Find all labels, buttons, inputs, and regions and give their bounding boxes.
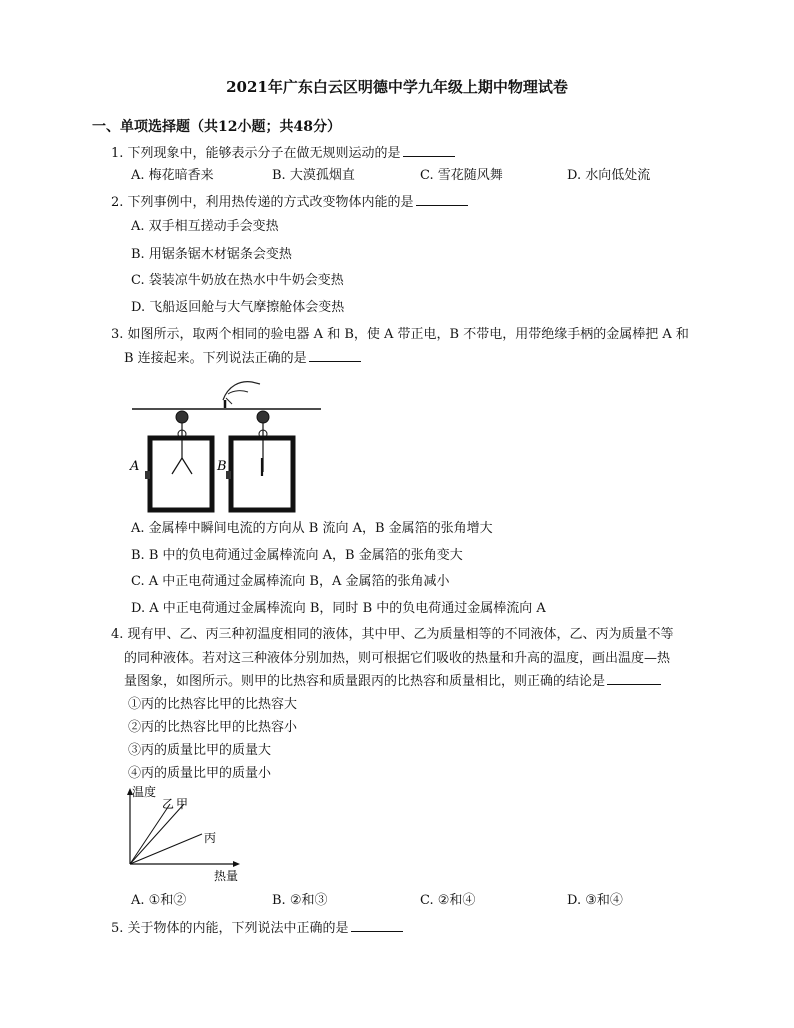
section-heading: 一、单项选择题（共12小题；共48分） xyxy=(92,119,341,135)
temperature-heat-graph xyxy=(118,784,248,884)
question-1-stem xyxy=(111,142,455,161)
answer-blank-3 xyxy=(309,349,361,362)
question-3-stem-line2 xyxy=(124,347,361,366)
graph-label-yi: 乙 xyxy=(162,797,175,811)
electroscope-a xyxy=(145,411,212,510)
q2-option-b: B. 用锯条锯木材锯条会变热 xyxy=(131,247,292,262)
question-4-stem-line1: 4. 现有甲、乙、丙三种初温度相同的液体，其中甲、乙为质量相等的不同液体，乙、丙为质量不等 xyxy=(111,627,674,642)
q4-option-a: A. ①和② xyxy=(131,893,187,908)
q1-option-a: A. 梅花暗香来 xyxy=(131,168,214,183)
question-4-stem-line3 xyxy=(124,670,661,689)
q2-option-a: A. 双手相互搓动手会变热 xyxy=(131,219,279,234)
answer-blank-2 xyxy=(416,193,468,206)
line-bing xyxy=(130,834,202,864)
q4-option-c: C. ②和④ xyxy=(420,893,476,908)
q4-option-b: B. ②和③ xyxy=(272,893,328,908)
answer-blank-1 xyxy=(403,144,455,157)
q4-option-d: D. ③和④ xyxy=(567,893,623,908)
question-3-stem-line1: 3. 如图所示，取两个相同的验电器 A 和 B，使 A 带正电，B 不带电，用带绝缘手柄的金属棒把 A 和 xyxy=(111,327,689,342)
q2-option-c: C. 袋装凉牛奶放在热水中牛奶会变热 xyxy=(131,273,344,288)
answer-blank-5 xyxy=(351,919,403,932)
question-1-text: 1. 下列现象中，能够表示分子在做无规则运动的是 xyxy=(111,146,401,161)
line-jia xyxy=(130,804,184,864)
q4-statement-3: ③丙的质量比甲的质量大 xyxy=(128,743,272,758)
question-4-text: 量图象，如图所示。则甲的比热容和质量跟丙的比热容和质量相比，则正确的结论是 xyxy=(124,674,606,689)
graph-label-bing: 丙 xyxy=(204,831,217,845)
question-2-stem xyxy=(111,191,468,210)
q1-option-b: B. 大漠孤烟直 xyxy=(272,168,355,183)
question-2-text: 2. 下列事例中，利用热传递的方式改变物体内能的是 xyxy=(111,195,414,210)
line-yi xyxy=(130,804,170,864)
question-4-stem-line2: 的同种液体。若对这三种液体分别加热，则可根据它们吸收的热量和升高的温度，画出温度—热 xyxy=(124,651,671,666)
label-a: A xyxy=(130,459,140,474)
q4-statement-1: ①丙的比热容比甲的比热容大 xyxy=(128,697,298,712)
answer-blank-4 xyxy=(607,672,661,685)
electroscope-b xyxy=(226,411,293,510)
page-title: 2021年广东白云区明德中学九年级上期中物理试卷 xyxy=(226,78,568,96)
q2-option-d: D. 飞船返回舱与大气摩擦舱体会变热 xyxy=(131,300,345,315)
q4-statement-4: ④丙的质量比甲的质量小 xyxy=(128,766,272,781)
electroscope-figure xyxy=(128,372,328,514)
label-b: B xyxy=(217,459,227,474)
q4-statement-2: ②丙的比热容比甲的比热容小 xyxy=(128,720,298,735)
q1-option-d: D. 水向低处流 xyxy=(567,168,651,183)
q3-option-d: D. A 中正电荷通过金属棒流向 B，同时 B 中的负电荷通过金属棒流向 A xyxy=(131,601,546,616)
question-3-text: B 连接起来。下列说法正确的是 xyxy=(124,351,307,366)
question-5-text: 5. 关于物体的内能，下列说法中正确的是 xyxy=(111,921,349,936)
question-5-stem xyxy=(111,917,403,936)
q3-option-a: A. 金属棒中瞬间电流的方向从 B 流向 A，B 金属箔的张角增大 xyxy=(131,521,493,536)
graph-xlabel: 热量 xyxy=(214,869,239,883)
graph-label-jia: 甲 xyxy=(176,797,189,811)
graph-ylabel: 温度 xyxy=(132,785,157,799)
q1-option-c: C. 雪花随风舞 xyxy=(420,168,503,183)
q3-option-c: C. A 中正电荷通过金属棒流向 B，A 金属箔的张角减小 xyxy=(131,574,450,589)
q3-option-b: B. B 中的负电荷通过金属棒流向 A，B 金属箔的张角变大 xyxy=(131,548,463,563)
